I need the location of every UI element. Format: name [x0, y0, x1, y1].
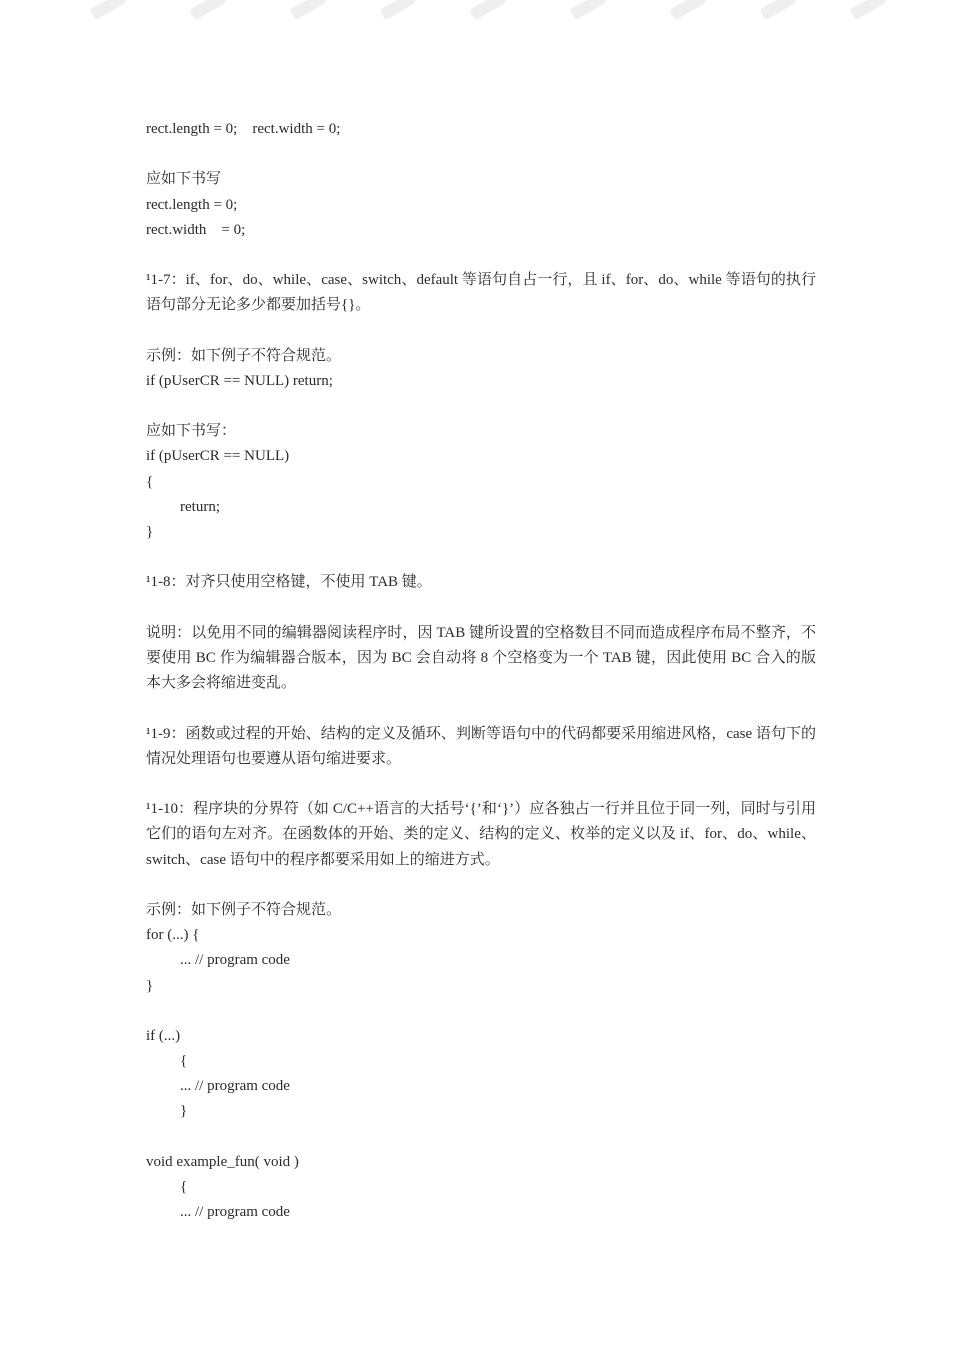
watermark-strip: [0, 0, 960, 30]
text-line: ... // program code: [180, 1204, 290, 1221]
watermark-icon: [845, 0, 892, 26]
blank-line: [146, 243, 816, 268]
watermark-icon: [665, 0, 712, 26]
text-line: 应如下书写: [146, 171, 222, 188]
blank-line: [146, 596, 816, 621]
blank-line: [146, 319, 816, 344]
text-line: rect.length = 0;: [146, 196, 238, 213]
text-line: 应如下书写：: [146, 423, 237, 440]
paragraph: ¹1-9：函数或过程的开始、结构的定义及循环、判断等语句中的代码都要采用缩进风格，case 语句下的情况处理语句也要遵从语句缩进要求。: [146, 725, 816, 767]
watermark-icon: [755, 0, 802, 26]
text-line: }: [146, 524, 154, 541]
blank-line: [146, 394, 816, 419]
watermark-icon: [375, 0, 422, 26]
watermark-icon: [85, 0, 132, 26]
blank-line: [146, 999, 816, 1024]
blank-line: [146, 772, 816, 797]
text-line: {: [180, 1053, 188, 1070]
text-line: {: [146, 473, 154, 490]
paragraph: 说明：以免用不同的编辑器阅读程序时，因 TAB 键所设置的空格数目不同而造成程序布局不整齐，不要使用 BC 作为编辑器合版本，因为 BC 会自动将 8 个空格变为一个 TAB 键，因此使用 BC 合入的版本大多会将缩进变乱。: [146, 624, 816, 692]
watermark-icon: [565, 0, 612, 26]
blank-line: [146, 1125, 816, 1150]
blank-line: [146, 873, 816, 898]
text-line: 示例：如下例子不符合规范。: [146, 901, 342, 918]
paragraph: ¹1-7：if、for、do、while、case、switch、default 等语句自占一行，且 if、for、do、while 等语句的执行语句部分无论多少都要加括号{}。: [146, 272, 816, 314]
watermark-icon: [185, 0, 232, 26]
text-line: }: [146, 977, 154, 994]
text-line: rect.width = 0;: [146, 221, 246, 238]
watermark-icon: [465, 0, 512, 26]
blank-line: [146, 142, 816, 167]
text-line: ... // program code: [180, 1078, 290, 1095]
text-line: rect.length = 0; rect.width = 0;: [146, 121, 341, 137]
text-line: void example_fun( void ): [146, 1153, 299, 1170]
text-line: 示例：如下例子不符合规范。: [146, 347, 342, 364]
text-line: for (...) {: [146, 927, 200, 944]
blank-line: [146, 696, 816, 721]
text-line: if (...): [146, 1027, 181, 1044]
document-body: [146, 117, 816, 1225]
text-line: return;: [180, 498, 220, 515]
text-line: if (pUserCR == NULL): [146, 448, 290, 465]
text-line: if (pUserCR == NULL) return;: [146, 372, 333, 389]
paragraph: ¹1-10：程序块的分界符（如 C/C++语言的大括号‘{’和‘}’）应各独占一行并且位于同一列，同时与引用它们的语句左对齐。在函数体的开始、类的定义、结构的定义、枚举的定义以及 if、for、do、while、switch、case 语句中的程序都要采用如上的缩进方式。: [146, 801, 816, 868]
text-line: }: [180, 1103, 188, 1120]
text-line: ¹1-8：对齐只使用空格键，不使用 TAB 键。: [146, 574, 432, 591]
text-line: {: [180, 1179, 188, 1196]
watermark-icon: [285, 0, 332, 26]
text-line: ... // program code: [180, 952, 290, 969]
blank-line: [146, 545, 816, 570]
